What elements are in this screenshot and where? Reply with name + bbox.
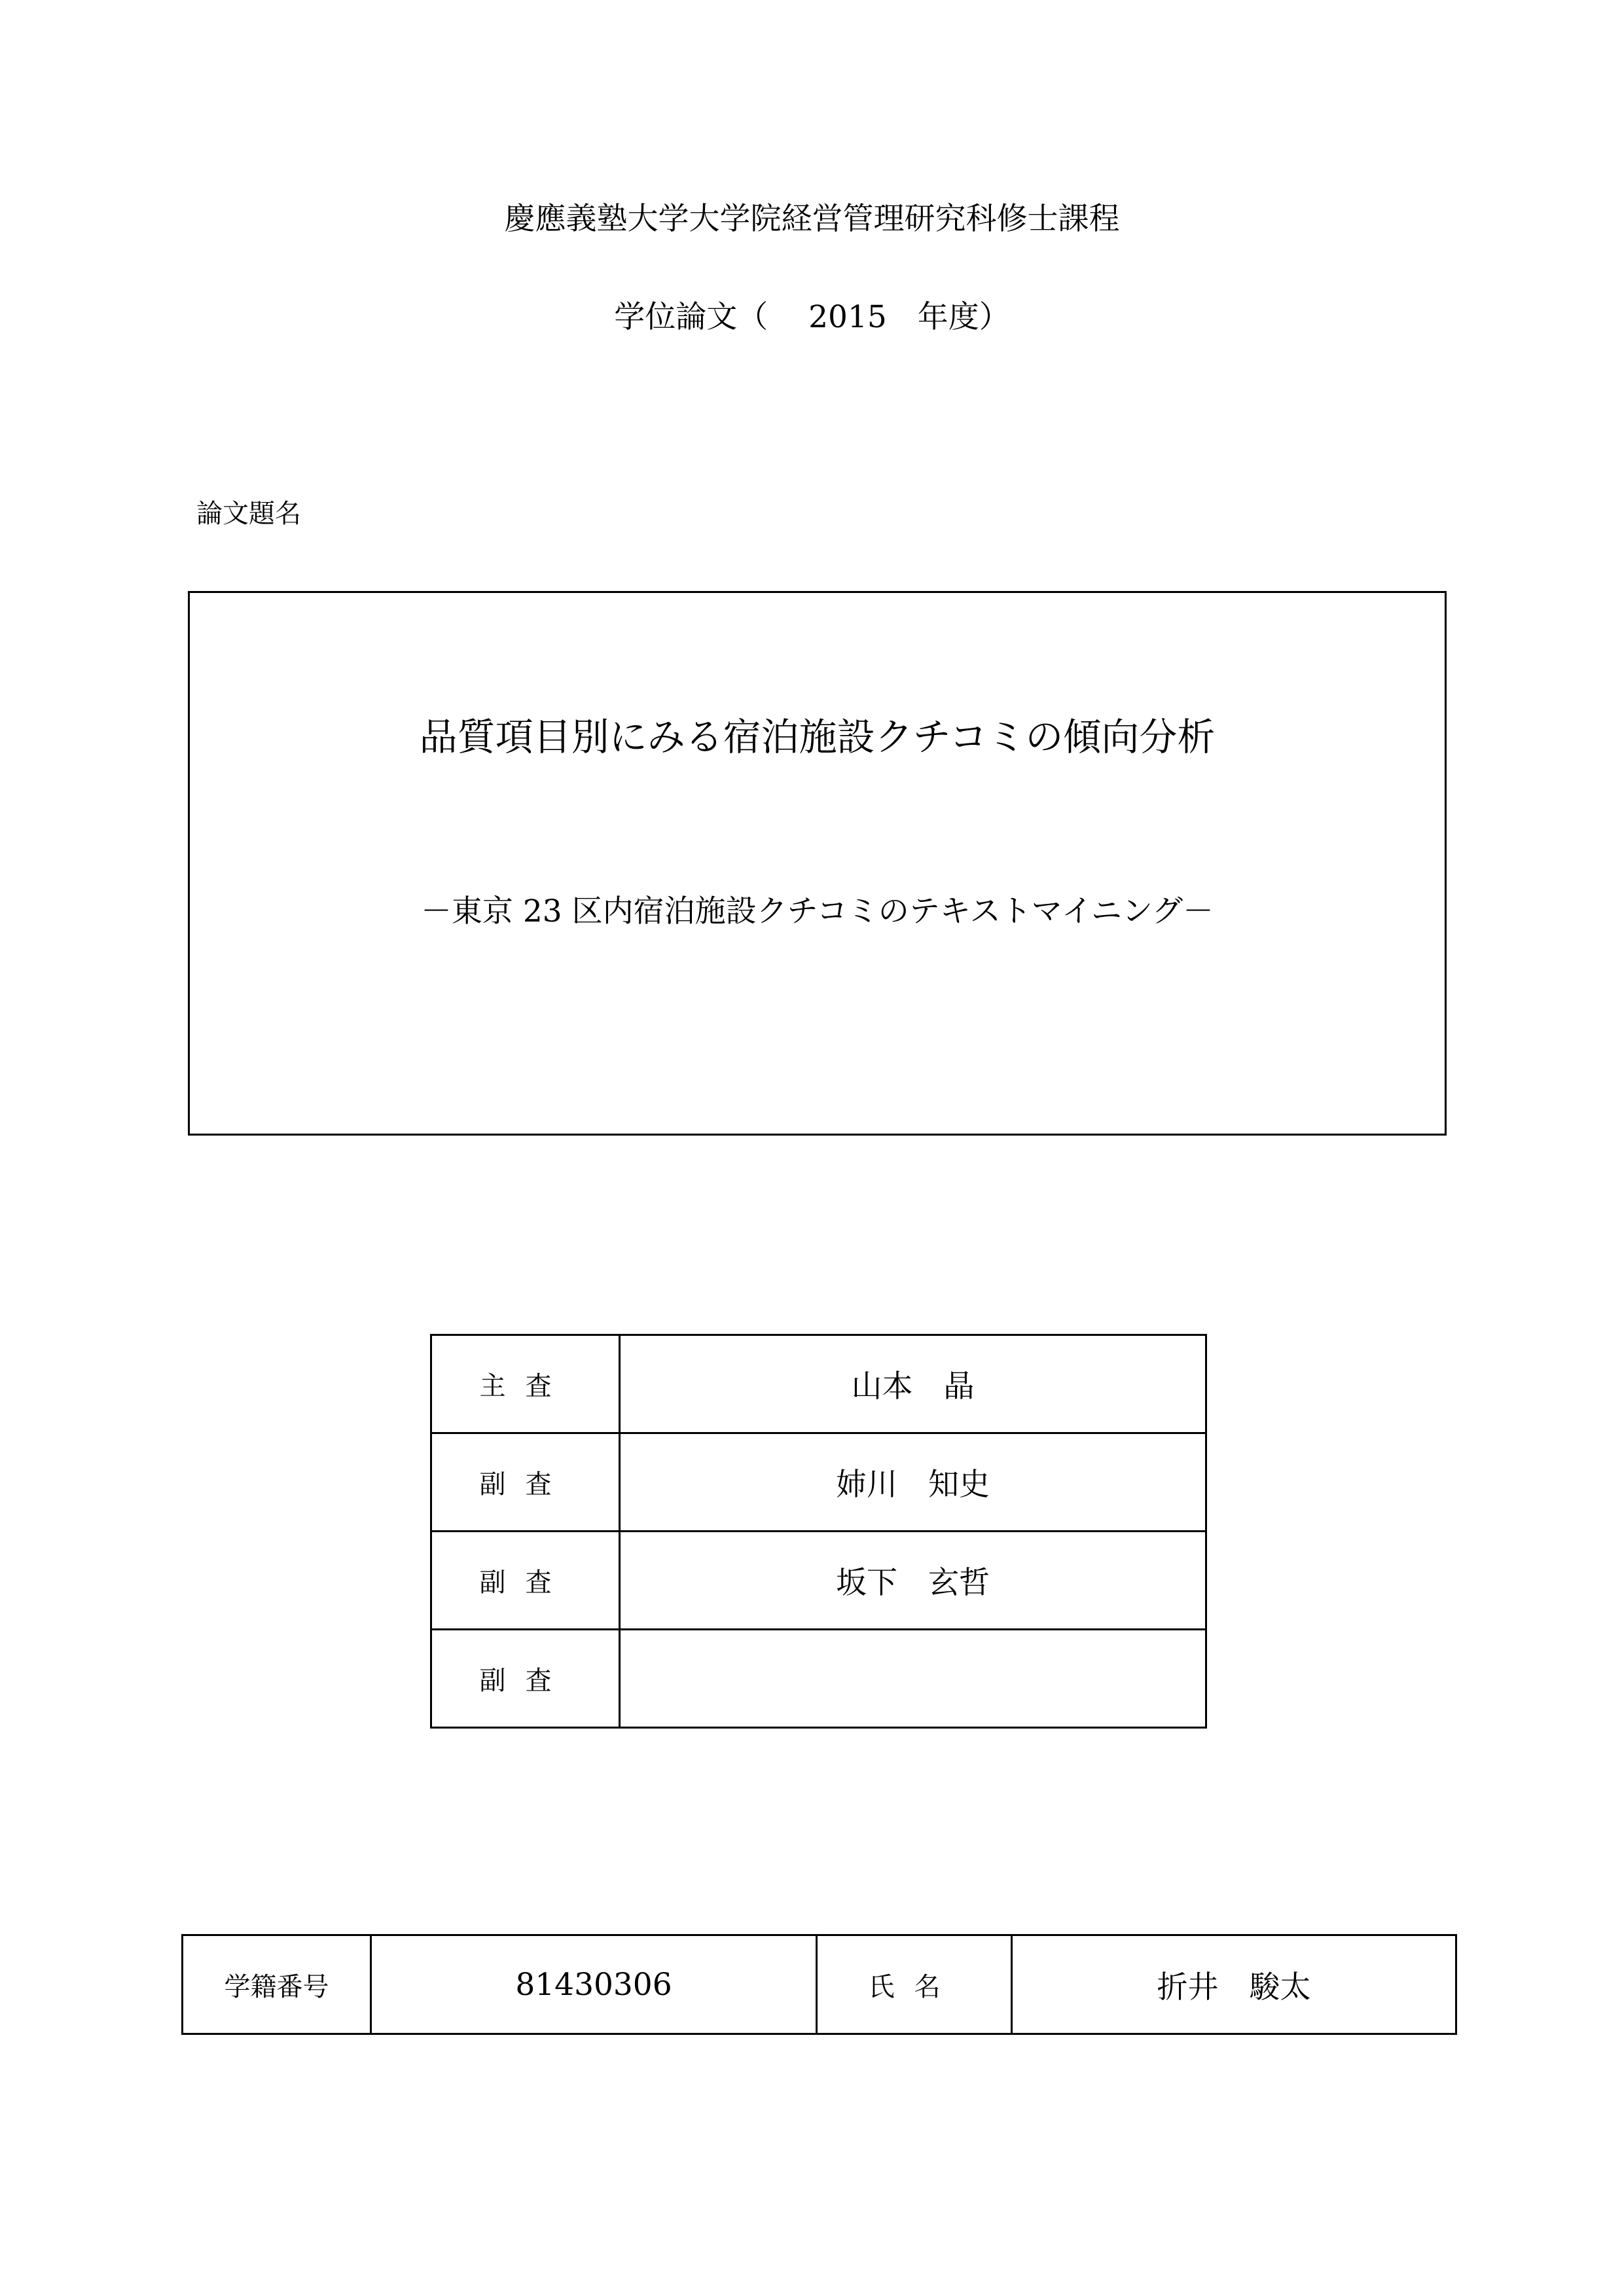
- thesis-sub-title: －東京 23 区内宿泊施設クチコミのテキストマイニング－: [420, 893, 1214, 929]
- examiner-role: 副査: [431, 1433, 620, 1532]
- examiner-row: [431, 1630, 1206, 1728]
- examiner-name: 姉川 知史: [620, 1433, 1206, 1532]
- student-info-row: [183, 1935, 1456, 2034]
- thesis-main-title: 品質項目別にみる宿泊施設クチコミの傾向分析: [419, 715, 1216, 759]
- examiner-role: 副査: [431, 1630, 620, 1728]
- examiner-row: [431, 1433, 1206, 1532]
- student-name-value: 折井 駿太: [1012, 1935, 1456, 2034]
- university-heading: 慶應義塾大学大学院経営管理研究科修士課程: [504, 201, 1120, 237]
- student-name-label: 氏名: [817, 1935, 1012, 2034]
- thesis-title-label: 論文題名: [196, 499, 301, 529]
- student-info-table: [181, 1934, 1457, 2035]
- degree-year-line: 学位論文（ 2015 年度）: [614, 299, 1010, 335]
- examiner-row: [431, 1532, 1206, 1630]
- examiner-name: 山本 晶: [620, 1335, 1206, 1433]
- examiner-role: 副査: [431, 1532, 620, 1630]
- examiner-row: [431, 1335, 1206, 1433]
- examiner-name: [620, 1630, 1206, 1728]
- student-id-label: 学籍番号: [183, 1935, 371, 2034]
- examiner-role: 主査: [431, 1335, 620, 1433]
- student-id-value: 81430306: [371, 1935, 817, 2034]
- examiners-table: [430, 1334, 1207, 1729]
- examiner-name: 坂下 玄哲: [620, 1532, 1206, 1630]
- thesis-title-box: [188, 591, 1447, 1136]
